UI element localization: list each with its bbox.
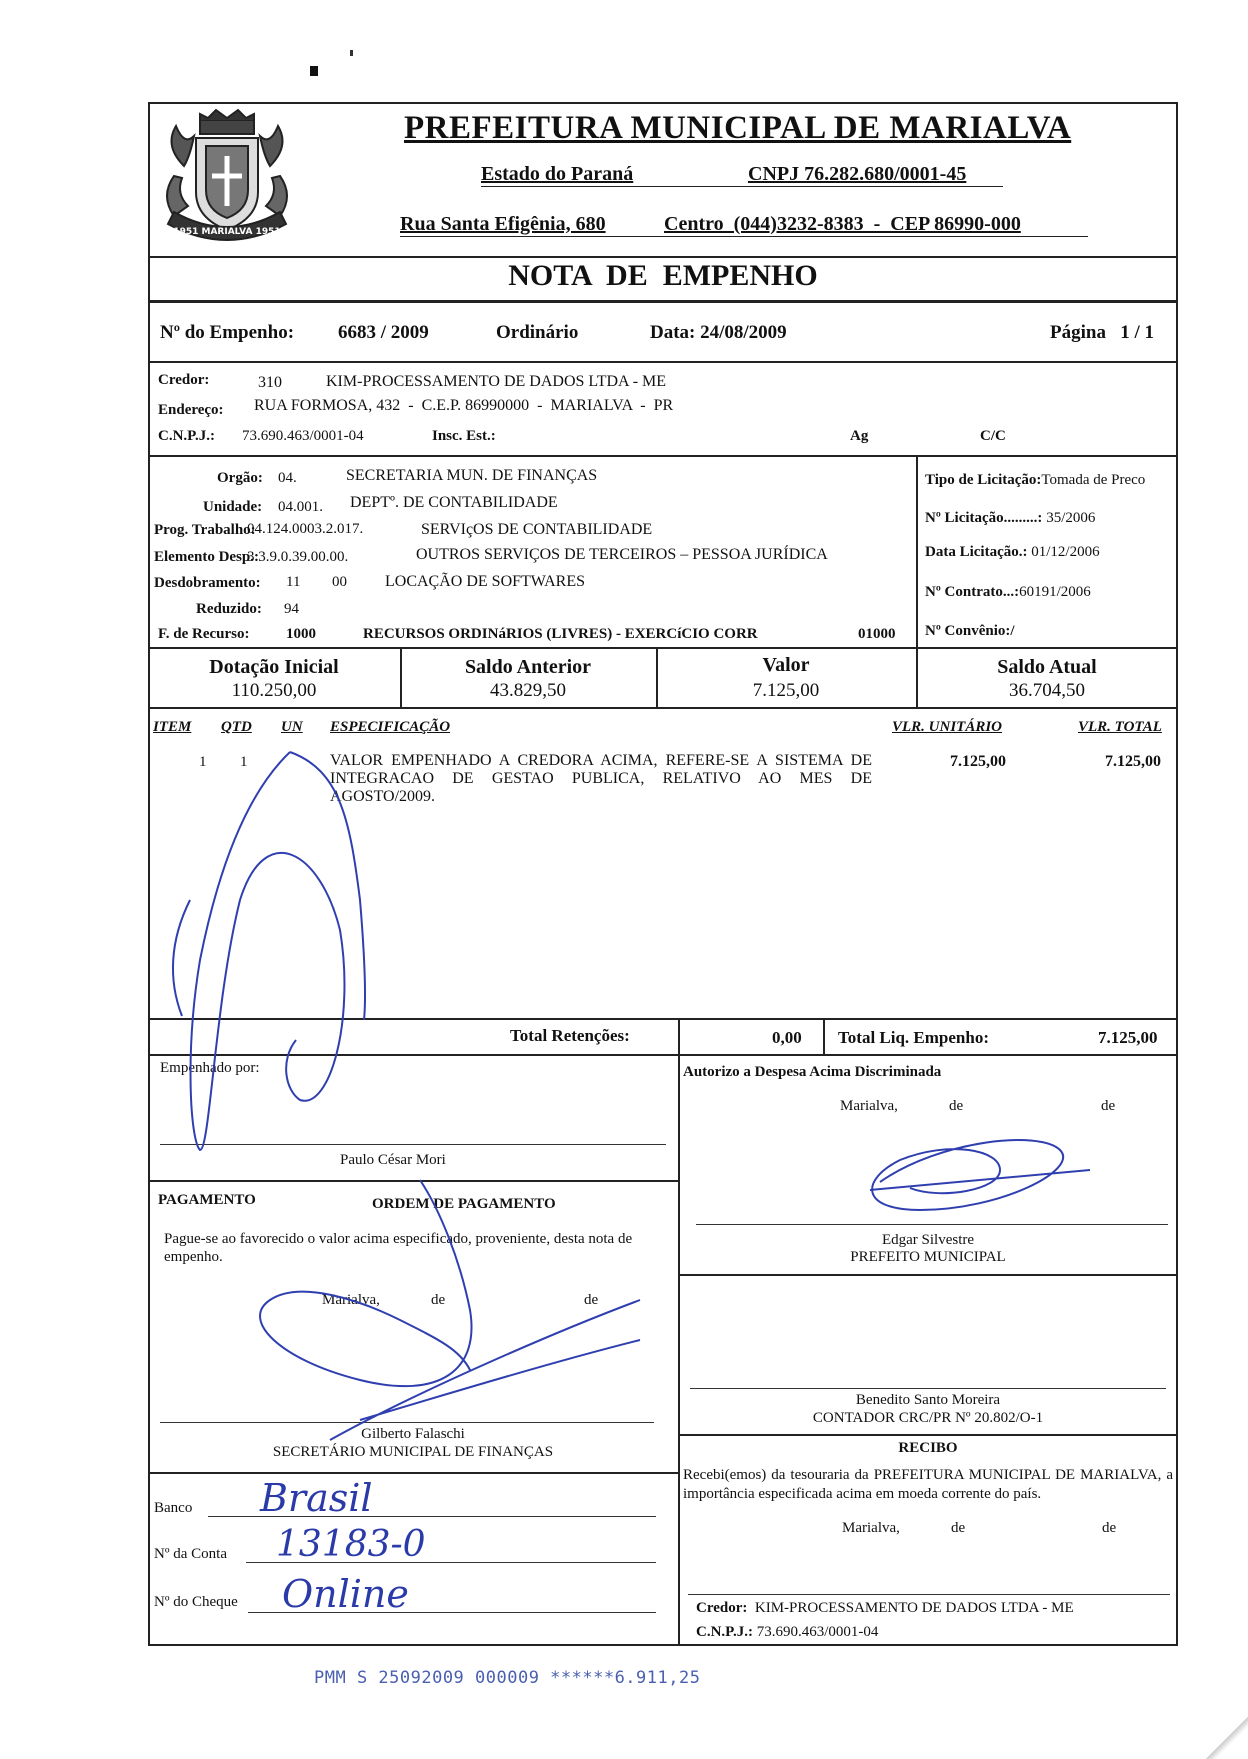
credor-name: KIM-PROCESSAMENTO DE DADOS LTDA - ME <box>326 373 667 390</box>
banco-label: Banco <box>154 1500 193 1516</box>
liq-empenho-value: 7.125,00 <box>1098 1028 1158 1047</box>
convenio-label: Nº Convênio:/ <box>925 623 1015 639</box>
item-number: 1 <box>199 754 207 770</box>
items-header-spec: ESPECIFICAÇÃO <box>330 719 451 735</box>
recibo-label: RECIBO <box>898 1440 958 1456</box>
recibo-cnpj-label: C.N.P.J.: <box>696 1624 753 1640</box>
pagamento-label: PAGAMENTO <box>158 1192 256 1208</box>
municipality-title: PREFEITURA MUNICIPAL DE MARIALVA <box>404 110 1072 146</box>
saldo-label: Saldo Atual <box>997 656 1097 678</box>
contrato-value: 60191/2006 <box>1019 584 1091 600</box>
recibo-de-1: de <box>951 1520 966 1536</box>
prefeito-signature <box>870 1140 1090 1210</box>
empenho-type: Ordinário <box>496 322 579 343</box>
address-field-label: Endereço: <box>158 402 224 418</box>
desdobramento-name: LOCAÇÃO DE SOFTWARES <box>385 573 586 590</box>
recibo-text: Recebi(emos) da tesouraria da PREFEITURA MUNICIPAL DE MARIALVA, a importância especificada acima em moeda corrente do país. <box>683 1467 1173 1502</box>
insc-est-label: Insc. Est.: <box>432 428 496 444</box>
elemento-label: Elemento Desp.: <box>154 549 259 565</box>
saldo-label: Dotação Inicial <box>209 656 339 678</box>
saldo-value: 7.125,00 <box>752 680 820 701</box>
licitacao-date-value: 01/12/2006 <box>1031 544 1100 560</box>
recibo-de-2: de <box>1102 1520 1117 1536</box>
credor-cnpj-label: C.N.P.J.: <box>158 428 215 444</box>
retencoes-value: 0,00 <box>772 1028 802 1047</box>
items-header-total-value: VLR. TOTAL <box>1078 719 1162 735</box>
recibo-place: Marialva, <box>842 1520 900 1536</box>
prog-trabalho-name: SERVIçOS DE CONTABILIDADE <box>421 521 653 538</box>
document-title: NOTA DE EMPENHO <box>508 259 818 292</box>
desdobramento-code-2: 00 <box>332 574 347 590</box>
cheque-label: Nº do Cheque <box>154 1594 238 1610</box>
page-number: Página 1 / 1 <box>1050 322 1154 343</box>
items-header-un: UN <box>281 719 303 735</box>
pagamento-de-2: de <box>584 1292 599 1308</box>
recibo-credor-name: KIM-PROCESSAMENTO DE DADOS LTDA - ME <box>754 1600 1074 1616</box>
unidade-code: 04.001. <box>278 499 323 515</box>
pagamento-signer-name: Gilberto Falaschi <box>361 1426 465 1442</box>
prefeito-role: PREFEITO MUNICIPAL <box>850 1249 1006 1265</box>
retencoes-label: Total Retenções: <box>510 1026 630 1045</box>
items-header-unit-value: VLR. UNITÁRIO <box>892 719 1003 735</box>
pagamento-de-1: de <box>431 1292 446 1308</box>
state-label: Estado do Paraná <box>481 163 634 185</box>
recurso-code: 1000 <box>286 626 316 642</box>
ag-label: Ag <box>850 428 869 444</box>
items-header-item: ITEM <box>153 719 192 735</box>
saldo-value: 110.250,00 <box>231 680 317 701</box>
pagamento-text: Pague-se ao favorecido o valor acima especificado, proveniente, desta nota de empenho. <box>164 1231 633 1265</box>
empenhado-name: Paulo César Mori <box>340 1152 446 1168</box>
empenho-number: 6683 / 2009 <box>338 322 429 343</box>
licitacao-type-label: Tipo de Licitação: <box>925 472 1042 488</box>
liq-empenho-label: Total Liq. Empenho: <box>838 1028 989 1047</box>
empenhado-signature <box>191 752 345 1150</box>
licitacao-type-value: Tomada de Preco <box>1041 472 1146 488</box>
reduzido-label: Reduzido: <box>196 601 262 617</box>
credor-label: Credor: <box>158 372 210 388</box>
coat-of-arms-text: 1951 MARIALVA 1951 <box>173 227 281 237</box>
items-header-qtd: QTD <box>221 719 252 735</box>
pagamento-signature <box>260 1180 640 1440</box>
recurso-label: F. de Recurso: <box>158 626 250 642</box>
prog-trabalho-label: Prog. Trabalho: <box>154 522 256 538</box>
autorizo-place: Marialva, <box>840 1098 898 1114</box>
reduzido-value: 94 <box>284 601 299 617</box>
saldo-label: Saldo Anterior <box>464 656 592 678</box>
recurso-code-2: 01000 <box>858 626 896 642</box>
recibo-cnpj-value: 73.690.463/0001-04 <box>756 1624 879 1640</box>
orgao-code: 04. <box>278 470 297 486</box>
district-phone-label: Centro (044)3232-8383 - CEP 86990-000 <box>664 213 1021 235</box>
banco-handwritten: Brasil <box>260 1476 373 1520</box>
empenhado-label: Empenhado por: <box>160 1060 260 1076</box>
licitacao-number-value: 35/2006 <box>1046 510 1096 526</box>
contrato-label: Nº Contrato...: <box>925 584 1020 600</box>
empenhado-signature-loop <box>290 752 365 1020</box>
unidade-label: Unidade: <box>203 499 263 515</box>
cheque-handwritten: Online <box>282 1572 409 1616</box>
credor-code: 310 <box>258 374 282 391</box>
unidade-name: DEPTº. DE CONTABILIDADE <box>350 494 558 511</box>
item-qtd: 1 <box>240 754 248 770</box>
saldo-value: 43.829,50 <box>490 680 566 701</box>
credor-cnpj: 73.690.463/0001-04 <box>242 428 364 444</box>
saldo-label: Valor <box>762 654 810 676</box>
desdobramento-label: Desdobramento: <box>154 575 261 591</box>
licitacao-date-label: Data Licitação.: <box>925 544 1028 560</box>
prefeito-name: Edgar Silvestre <box>881 1232 975 1248</box>
empenho-number-label: Nº do Empenho: <box>160 322 295 343</box>
empenhado-signature-tail <box>173 900 190 1016</box>
recibo-credor-label: Credor: <box>696 1600 748 1616</box>
contador-role: CONTADOR CRC/PR Nº 20.802/O-1 <box>812 1410 1044 1426</box>
pagamento-place: Marialva, <box>322 1292 380 1308</box>
conta-label: Nº da Conta <box>154 1546 227 1562</box>
autorizo-de-1: de <box>949 1098 964 1114</box>
contador-name: Benedito Santo Moreira <box>855 1392 1001 1408</box>
autorizo-de-2: de <box>1101 1098 1116 1114</box>
item-total-value: 7.125,00 <box>1105 753 1161 770</box>
prog-trabalho-code: 04.124.0003.2.017. <box>247 521 364 537</box>
autorizo-label: Autorizo a Despesa Acima Discriminada <box>683 1064 942 1080</box>
orgao-label: Orgão: <box>217 470 263 486</box>
orgao-name: SECRETARIA MUN. DE FINANÇAS <box>346 467 598 484</box>
address-label: Rua Santa Efigênia, 680 <box>400 213 606 235</box>
elemento-name: OUTROS SERVIÇOS DE TERCEIROS – PESSOA JURÍDICA <box>416 546 828 563</box>
cc-label: C/C <box>980 428 1006 444</box>
empenho-date: Data: 24/08/2009 <box>650 322 787 343</box>
recurso-name: RECURSOS ORDINáRIOS (LIVRES) - EXERCíCIO CORR <box>363 626 758 642</box>
item-description: VALOR EMPENHADO A CREDORA ACIMA, REFERE-SE A SISTEMA DE INTEGRACAO DE GESTAO PUBLICA, RELATIVO AO MES DE AGOSTO/2009. <box>330 752 872 805</box>
credor-address: RUA FORMOSA, 432 - C.E.P. 86990000 - MARIALVA - PR <box>254 397 674 414</box>
cnpj-label: CNPJ 76.282.680/0001-45 <box>748 163 967 185</box>
scan-corner-artifact <box>1200 1700 1248 1759</box>
pagamento-signer-role: SECRETÁRIO MUNICIPAL DE FINANÇAS <box>272 1444 554 1460</box>
elemento-code: 3.3.9.0.39.00.00. <box>247 549 349 565</box>
desdobramento-code-1: 11 <box>286 574 301 590</box>
payment-stamp: PMM S 25092009 000009 ******6.911,25 <box>314 1668 701 1688</box>
saldo-value: 36.704,50 <box>1009 680 1085 701</box>
licitacao-number-label: Nº Licitação.........: <box>925 510 1043 526</box>
ordem-pagamento-label: ORDEM DE PAGAMENTO <box>372 1196 556 1212</box>
conta-handwritten: 13183-0 <box>276 1524 426 1565</box>
item-unit-value: 7.125,00 <box>950 753 1006 770</box>
